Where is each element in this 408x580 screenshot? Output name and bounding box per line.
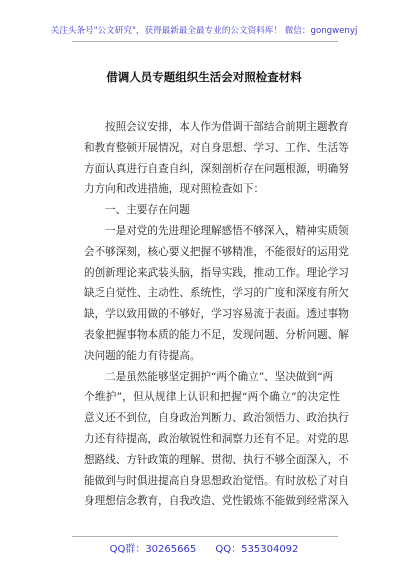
footer-qq-number: QQ：535304092 <box>215 544 299 555</box>
footer-qq-group: QQ群：30265665 <box>109 544 197 555</box>
paragraph-3-line-4: 力还有待提高，政治敏锐性和洞察力还有不足。对党的思 <box>84 432 349 445</box>
paragraph-2-line-4: 缺乏自觉性、主动性、系统性，学习的广度和深度有所欠 <box>84 287 349 300</box>
paragraph-1-line-4: 力方向和改进措施，现对照检查如下： <box>84 183 265 196</box>
paragraph-1-line-2: 和教育整顿开展情况，对自身思想、学习、工作、生活等 <box>84 141 349 154</box>
paragraph-3-line-7: 身理想信念教育，自我改造、党性锻炼不能做到经常深入 <box>84 495 349 508</box>
document-body <box>84 117 349 512</box>
paragraph-2-line-3: 的创新理论来武装头脑，指导实践，推动工作。理论学习 <box>84 266 349 279</box>
header-divider <box>72 41 338 42</box>
paragraph-2-line-7: 决问题的能力有待提高。 <box>84 349 201 362</box>
footer-contacts <box>0 540 408 555</box>
paragraph-3-line-1: 二是虽然能够坚定拥护“两个确立”、坚决做到“两 <box>105 370 334 383</box>
section-heading-1: 一、主要存在问题 <box>105 204 190 217</box>
header-promo-note: 关注头条号"公文研究"，获得最新最全最专业的公文资料库！ 微信：gongwenyj <box>50 26 358 36</box>
paragraph-2-line-5: 缺，学以致用做的不够好，学习容易流于表面。透过事物 <box>84 308 349 321</box>
paragraph-3-line-6: 能做到与时俱进提高自身思想政治觉悟。有时放松了对自 <box>84 474 349 487</box>
paragraph-2-line-6: 表象把握事物本质的能力不足，发现问题、分析问题、解 <box>84 328 349 341</box>
paragraph-3-line-5: 想路线、方针政策的理解、贯彻、执行不够全面深入，不 <box>84 453 349 466</box>
document-title: 借调人员专题组织生活会对照检查材料 <box>106 70 302 84</box>
paragraph-3-line-3: 意义还不到位，自身政治判断力、政治领悟力、政治执行 <box>84 412 349 425</box>
footer-divider <box>72 536 338 537</box>
paragraph-1-line-1: 按照会议安排，本人作为借调干部结合前期主题教育 <box>105 121 349 133</box>
paragraph-2-line-2: 会不够深刻，核心要义把握不够精准，不能很好的运用党 <box>84 245 349 258</box>
paragraph-2-line-1: 一是对党的先进理论理解感悟不够深入，精神实质领 <box>105 224 349 237</box>
paragraph-3-line-2: 个维护”，但从规律上认识和把握“两个确立”的决定性 <box>84 391 340 404</box>
paragraph-1-line-3: 方面认真进行自查自纠，深刻剖析存在问题根源，明确努 <box>84 162 349 175</box>
